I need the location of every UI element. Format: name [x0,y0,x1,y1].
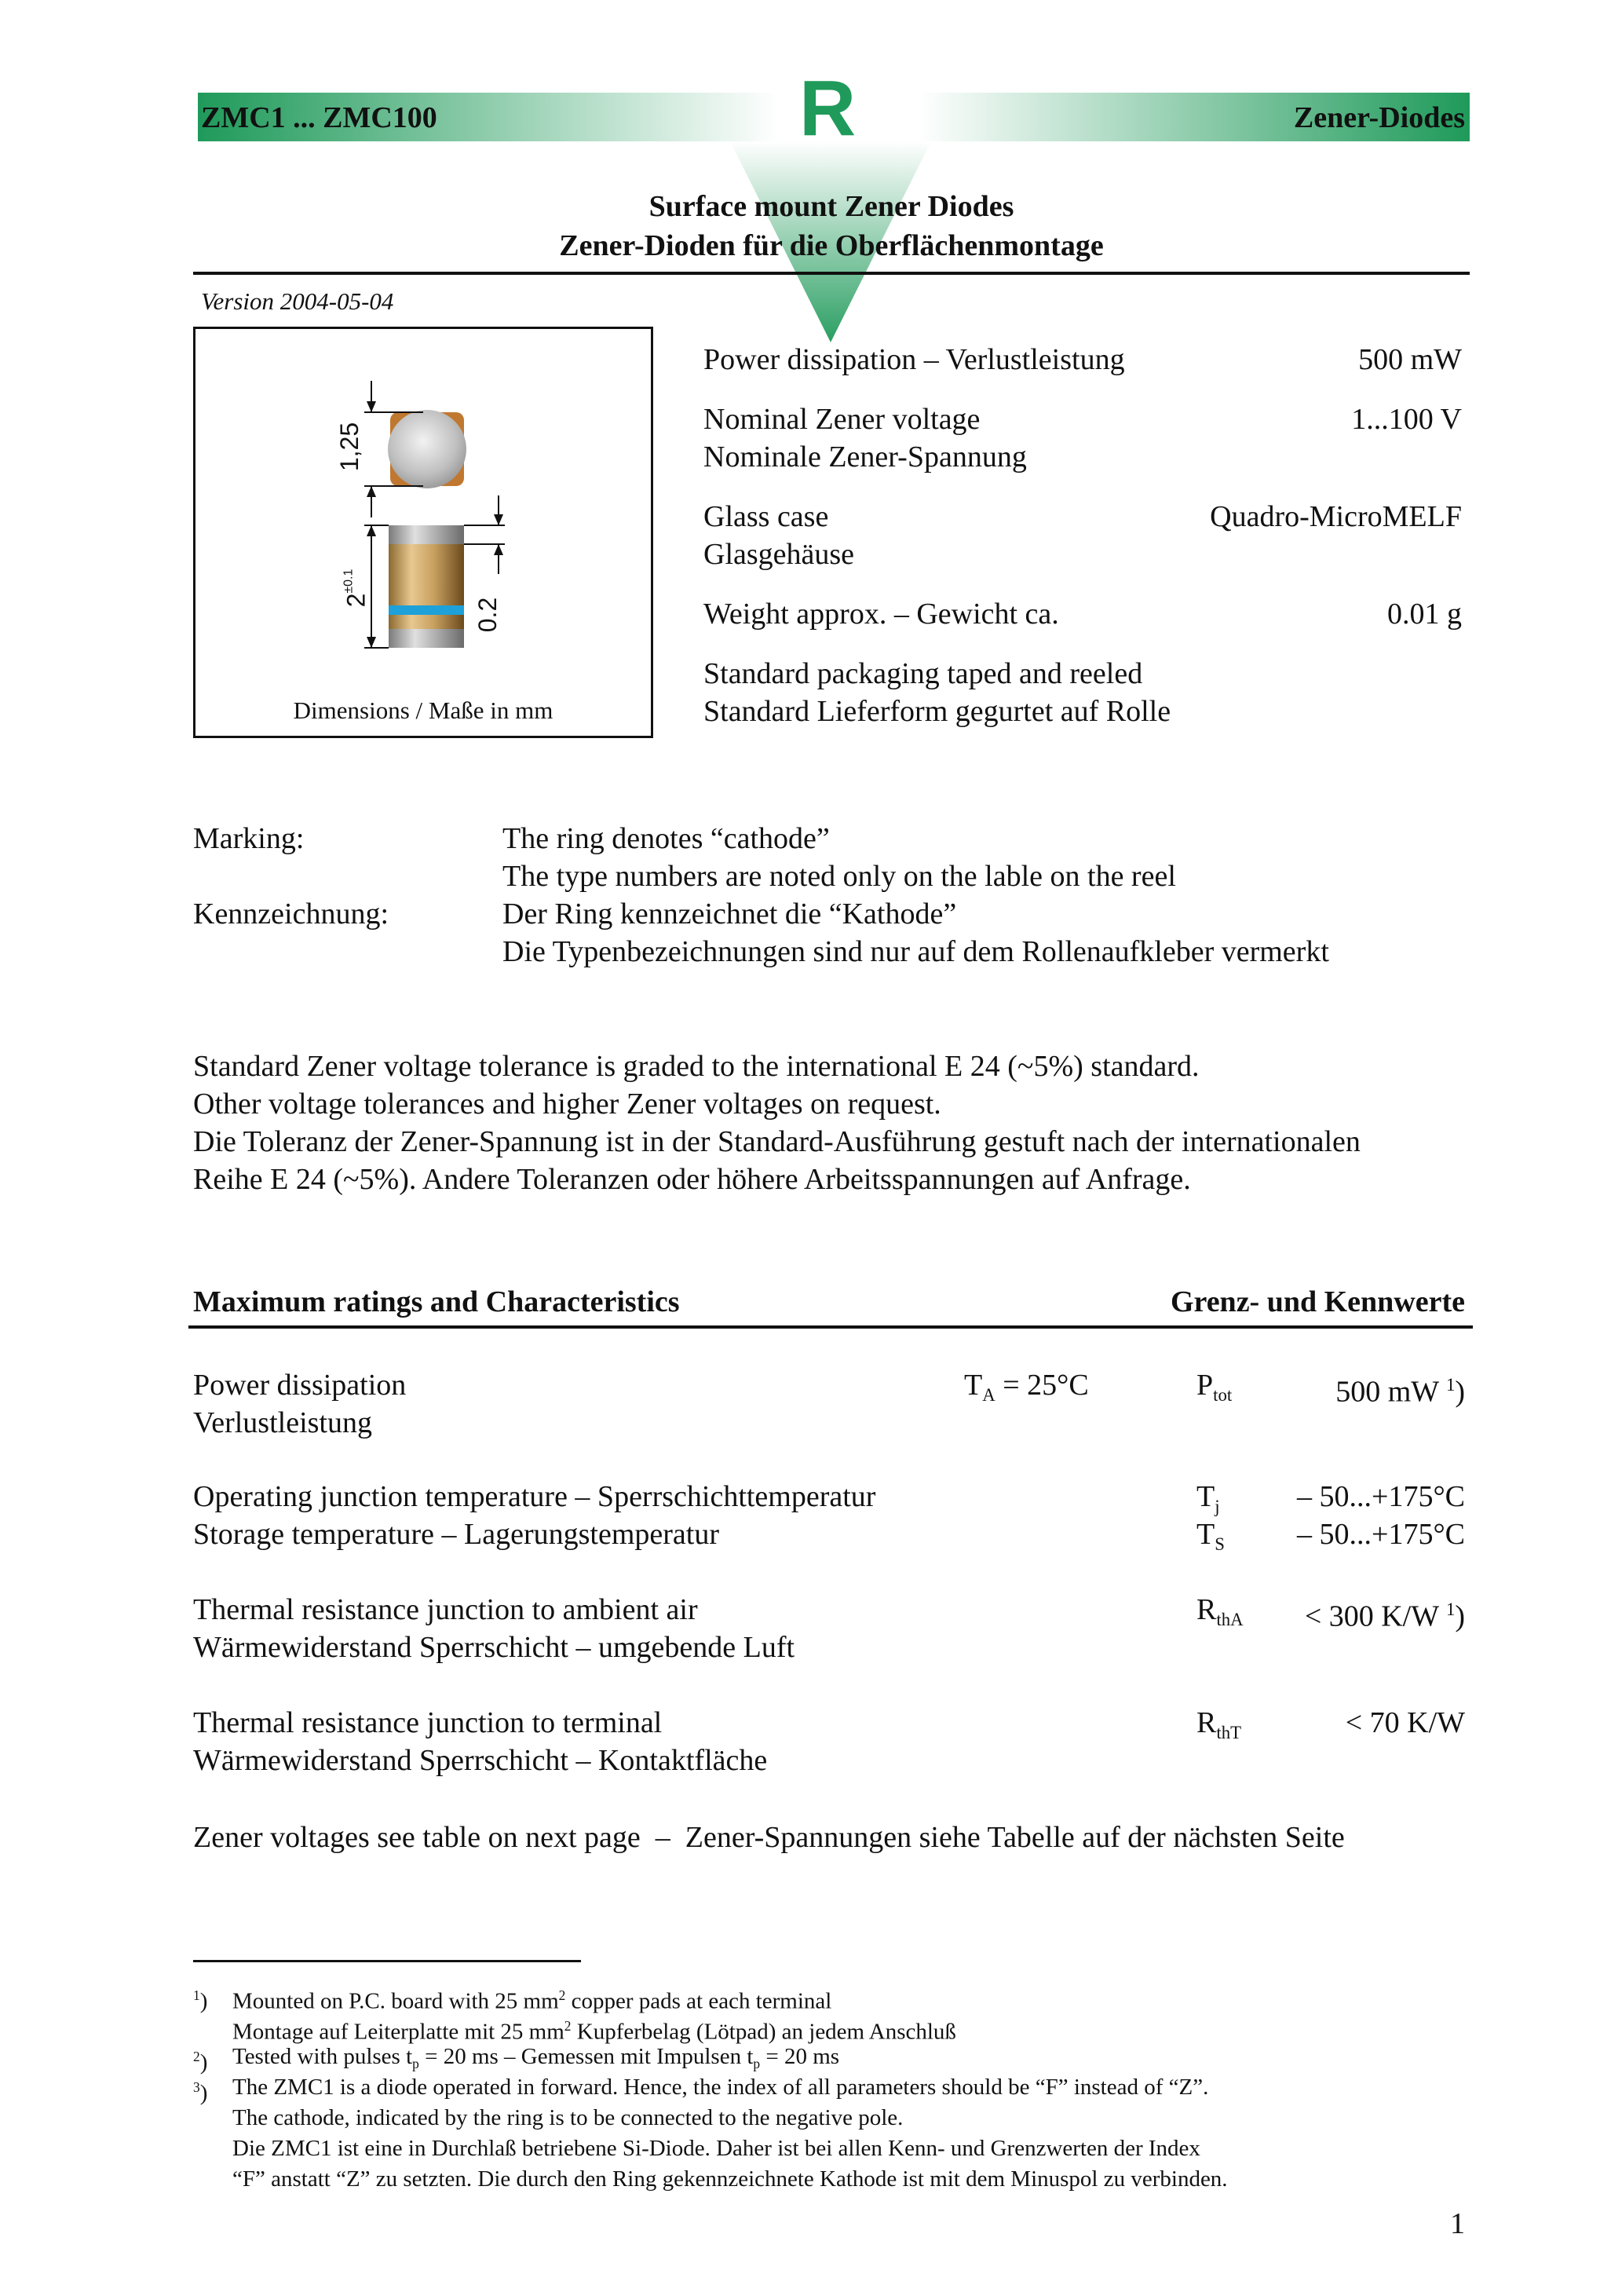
cond-main: T [964,1369,983,1402]
rating-rtht-en: Thermal resistance junction to terminal [193,1706,663,1739]
spec-weight-label: Weight approx. – Gewicht ca. [703,598,1059,631]
rating-ts-text: Storage temperature – Lagerungstemperatur [193,1518,719,1551]
marking-line: Die Typenbezeichnungen sind nur auf dem Rollenaufkleber vermerkt [502,935,1329,968]
fn-text: Mounted on P.C. board with 25 mm [232,1988,559,2014]
footnote-3-line: Die ZMC1 ist eine in Durchlaß betriebene Si-Diode. Daher ist bei allen Kenn- und Grenzwerten der Index [232,2136,1200,2161]
footnote-close: ) [1455,1375,1465,1409]
fn-sup: 2 [558,1987,566,2003]
fn-text: copper pads at each terminal [565,1988,832,2014]
title-rule [193,272,1470,275]
title-block [193,187,1470,265]
marking-label-en: Marking: [193,822,305,855]
spec-packaging-label: Standard packaging taped and reeled [703,657,1143,690]
next-page-note: Zener voltages see table on next page – Zener-Spannungen siehe Tabelle auf der nächsten Seite [193,1821,1345,1854]
footnote-ref: 1 [1445,1600,1456,1619]
rating-ts-symbol [1196,1515,1225,1563]
rating-rtha-symbol [1196,1591,1244,1639]
value-text: 500 mW [1335,1375,1439,1409]
sym-sub: thT [1216,1722,1242,1742]
sym-sub: S [1215,1534,1225,1554]
spec-power-label: Power dissipation – Verlustleistung [703,343,1125,376]
fn-sup: 2 [564,2018,572,2034]
rating-power-value [1256,1366,1465,1411]
tolerance-line: Die Toleranz der Zener-Spannung ist in der Standard-Ausführung gestuft nach der internationalen [193,1125,1361,1158]
sym-main: R [1196,1593,1217,1626]
spec-voltage-value: 1...100 V [1351,403,1462,436]
rating-rtha-de: Wärmewiderstand Sperrschicht – umgebende Luft [193,1631,795,1664]
fn-sub: p [412,2056,419,2072]
fn-text: = 20 ms – Gemessen mit Impulsen t [418,2044,754,2069]
spec-voltage-label: Nominal Zener voltage [703,403,981,436]
logo-letter: R [799,64,857,152]
sym-sub: tot [1213,1384,1233,1405]
end-view-cap [388,410,466,488]
diode-drawing [195,329,651,736]
title-en: Surface mount Zener Diodes [648,190,1014,223]
dim-side-tol: ±0.1 [342,569,356,594]
marking-line: The ring denotes “cathode” [502,822,830,855]
sym-main: P [1196,1369,1214,1402]
rating-tj-text: Operating junction temperature – Sperrschichttemperatur [193,1480,876,1513]
sym-main: T [1196,1518,1215,1551]
footnote-3-mark [193,2072,207,2108]
fn-sub: p [753,2056,761,2072]
value-text: < 300 K/W [1304,1600,1439,1633]
spec-weight-value: 0.01 g [1387,598,1462,631]
rating-power-en: Power dissipation [193,1369,407,1402]
cond-rest: = 25°C [995,1369,1089,1402]
marking-line: The type numbers are noted only on the lable on the reel [502,860,1176,893]
rating-rtha-en: Thermal resistance junction to ambient air [193,1593,698,1626]
dim-label-ring: 0.2 [473,597,502,633]
sym-sub: thA [1216,1609,1244,1629]
dimension-figure [193,327,653,738]
footnote-close: ) [1455,1600,1465,1633]
fn-text: Kupferbelag (Lötpad) an jedem Anschluß [571,2019,956,2045]
rating-rtht-value: < 70 K/W [1345,1706,1465,1739]
sym-main: T [1196,1480,1215,1513]
ratings-rule [188,1325,1473,1329]
tolerance-line: Other voltage tolerances and higher Zener voltages on request. [193,1088,941,1121]
spec-case-value: Quadro-MicroMELF [1210,500,1462,533]
fn-close: ) [199,2080,208,2106]
body-anode-end [389,629,464,648]
version-label: Version 2004-05-04 [201,287,394,315]
rating-rtha-value [1256,1591,1465,1636]
spec-case-label-de: Glasgehäuse [703,538,855,571]
fn-num: 2 [193,2049,200,2064]
sym-main: R [1196,1706,1217,1739]
rating-tj-value: – 50...+175°C [1297,1480,1465,1513]
spec-case-label: Glass case [703,500,829,533]
tolerance-line: Standard Zener voltage tolerance is graded to the international E 24 (~5%) standard. [193,1050,1200,1083]
dim-side-main: 2 [342,593,371,608]
cathode-ring [389,605,464,615]
page-number: 1 [1450,2207,1465,2240]
spec-power-value: 500 mW [1358,343,1462,376]
rating-power-condition [964,1366,1089,1414]
cond-sub: A [982,1384,995,1405]
footnote-rule [193,1960,581,1962]
rating-ts-value: – 50...+175°C [1297,1518,1465,1551]
header-left-title: ZMC1 ... ZMC100 [201,101,437,134]
footnote-3-line: The ZMC1 is a diode operated in forward. Hence, the index of all parameters should be “F” instead of “Z”. [232,2075,1209,2100]
fn-close: ) [199,1988,208,2014]
title-de: Zener-Dioden für die Oberflächenmontage [559,229,1104,262]
header-right-title: Zener-Diodes [1293,101,1465,134]
fn-num: 3 [193,2079,200,2095]
rating-rtht-de: Wärmewiderstand Sperrschicht – Kontaktfläche [193,1744,768,1777]
fn-text: Tested with pulses t [232,2044,413,2069]
ratings-heading-en: Maximum ratings and Characteristics [193,1285,680,1318]
marking-line: Der Ring kennzeichnet die “Kathode” [502,898,957,930]
dim-label-side [335,569,371,608]
tolerance-line: Reihe E 24 (~5%). Andere Toleranzen oder höhere Arbeitsspannungen auf Anfrage. [193,1163,1191,1196]
spec-voltage-label-de: Nominale Zener-Spannung [703,441,1027,473]
footnote-3-line: “F” anstatt “Z” zu setzten. Die durch den Ring gekennzeichnete Kathode ist mit dem Minuspol zu verbinden. [232,2166,1228,2192]
rating-power-de: Verlustleistung [193,1406,372,1439]
fn-num: 1 [193,1987,200,2003]
ratings-heading-de: Grenz- und Kennwerte [1170,1285,1465,1318]
footnote-1-mark [193,1980,207,2016]
rating-rtht-symbol [1196,1704,1241,1752]
figure-caption: Dimensions / Maße in mm [293,696,553,724]
fn-close: ) [199,2049,208,2075]
dim-label-top: 1,25 [335,422,363,472]
footnote-ref: 1 [1445,1375,1456,1395]
sym-sub: j [1215,1496,1220,1516]
footnote-3-line: The cathode, indicated by the ring is to be connected to the negative pole. [232,2105,904,2130]
body-cathode-end [389,525,464,544]
body-glass [389,544,464,629]
fn-text: = 20 ms [760,2044,840,2069]
rating-power-symbol [1196,1366,1232,1414]
fn-text: Montage auf Leiterplatte mit 25 mm [232,2019,564,2045]
spec-packaging-label-de: Standard Lieferform gegurtet auf Rolle [703,695,1171,728]
marking-label-de: Kennzeichnung: [193,898,389,930]
